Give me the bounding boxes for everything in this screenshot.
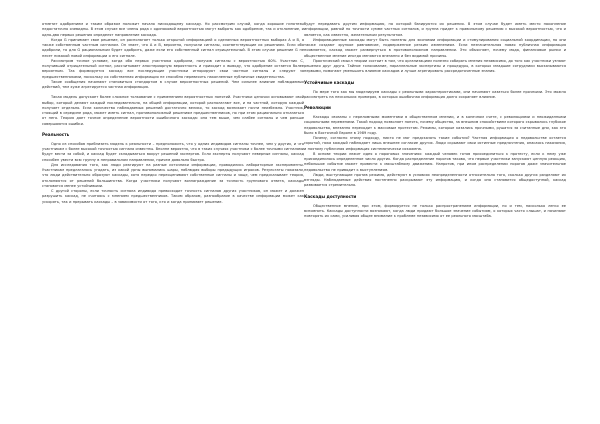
- realism-paragraph-2: Для исследования того, как люди реагируют на разные источники информации, проводились лабораторные эксперименты. Участникам предлагалось угадать, из какой урны вынимались шары, наблюдая выборы предыдущих игроков. Результаты показали, что люди действительно образуют каскады, хотя нередко переоценивают собственные сигналы и чаще, чем предсказывает теория, отклоняются от решений большинства. Когда участники получают вознаграждение за точность группового ответа, каскады становятся менее устойчивыми.: [42, 162, 304, 188]
- left-paragraph-2: Когда G принимает свое решение, он располагает только открытой информацией о сделанных вероятностных выборах A и B, а также собственным частным сигналом. Он знает, что A и B, вероятно, получили сигналы, соответствующие их решениям. Если оба одобрили, то для G рациональным будет одобрить, даже если его собственный сигнал отрицательный. В этом случае решение G не несет никакой новой информации о его сигнале.: [42, 37, 304, 58]
- right-paragraph-3: Практический смысл теории состоит в том, что организациям полезно собирать мнения независимо, до того как участники узнают решения друг друга. Тайное голосование, параллельные экспертизы и процедуры, в которых младшие сотрудники высказываются первыми, помогают уменьшить влияние каскадов и лучше агрегировать рассредоточенные знания.: [304, 58, 566, 74]
- availability-paragraph-1: Общественное мнение, при этом, формируется не только распространением информации, но и тем, насколько легко ее вспомнить. Каскады доступности возникают, когда люди придают большое значение событиям, о которых часто слышат, и начинают повторять их сами, усиливая общее внимание к проблеме независимо от ее реального масштаба.: [304, 203, 566, 218]
- revolutions-paragraph-1: Каскады связаны с переломными моментами в общественном мнении, и в конечном счете, с революциями и неожиданными социальными переменами. Такой подход позволяет понять, почему общество, за внешним спокойствием которого скрывалось глубокое недовольство, внезапно переходит к массовым протестам. Режимы, которые казались прочными, рушатся за считанные дни, как это было в Восточной Европе в 1989 году.: [304, 115, 566, 135]
- revolutions-paragraph-2: Почему, согласно этому подходу, никто не мог предсказать такие события? Частная информация о недовольстве остается скрытой, пока каждый наблюдает лишь внешнее согласие других. Люди скрывают свои истинные предпочтения, опасаясь наказания, и поэтому публичная информация систематически искажена.: [304, 136, 566, 151]
- section-heading-realism: Реальность: [42, 131, 70, 137]
- section-heading-stable-cascades: Устойчивые каскады: [304, 79, 355, 85]
- stable-cascades-paragraph-1: По мере того как мы моделируем каскады с реальными характеристиками, они начинают казаться более прочными. Это можно рассмотреть на нескольких примерах, в которых ошибочная информация долго сохраняет влияние.: [304, 89, 566, 99]
- revolutions-paragraph-3: В основе теории лежит идея о пороговых значениях: каждый человек готов присоединиться к протесту, если к нему уже присоединилось определенное число других. Когда распределение порогов таково, что первые участники запускают цепную реакцию, небольшое событие может привести к масштабному движению. Напротив, при ином распределении порогов даже значительное недовольство не приводит к выступлениям.: [304, 151, 566, 172]
- section-heading-revolutions: Революции: [304, 105, 331, 110]
- realism-paragraph-3: С другой стороны, если точность сигнала индивида превосходит точность сигналов других участников, он может и должен разрушить каскад, не считаясь с мнением предшественников. Таким образом, разнообразие в качестве информации может как ускорять, так и прерывать каскады – в зависимости от того, кто и когда принимает решение.: [42, 189, 304, 204]
- right-column: [304, 22, 566, 418]
- section-heading-availability-cascades: Каскады доступности: [304, 193, 357, 199]
- right-paragraph-1: будут передавать другим информацию, на которой базируются их решения. В этом случае будет иметь место накопление информации, равной по точности сумме частных сигналов, и группа придет к правильному решению с высокой вероятностью, что и является, как известно, желательным результатом.: [304, 22, 566, 37]
- left-paragraph-3: Рассмотрим точное условие, когда оба первых участника одобрили, получив сигналы с вероятностью 60%. Участник C, получивший отрицательный сигнал, рассчитывает апостериорную вероятность и приходит к выводу, что одобрение остается более вероятным. Так формируется каскад: все последующие участники игнорируют свои частные сигналы и следуют за предшественниками, поскольку их собственная информация не способна перевесить накопленные публичные свидетельства.: [42, 58, 304, 79]
- realism-paragraph-1: Одно из способов приблизить модель к реальности – предположить, что у одних индивидов сигналы точнее, чем у других, и что участникам с более высокой точностью сигнала известны. Вполне вероятно, что в таких случаях участники с более точными сигналами будут вести за собой, и каскад будет складываться вокруг решений экспертов. Если эксперты получают неверные сигналы, каскад способен увести всю группу в неправильном направлении, причем довольно быстро.: [42, 141, 304, 162]
- left-column: [42, 22, 304, 420]
- revolutions-paragraph-4: Люди, выступающие против режима, действуют в условиях неопределенности относительно того, сколько других разделяют их взгляды. Наблюдаемые действия постепенно раскрывают эту информацию, и когда она становится общедоступной, каскад развивается стремительно.: [304, 172, 566, 188]
- left-paragraph-4: Такие сообщения начинают становиться стандартом в случае вероятностных решений. Чем сильнее влияние наблюдаемых действий, тем хуже агрегируется частная информация.: [42, 79, 304, 89]
- right-paragraph-2: Информационные каскады могут быть полезны для экономии информации и стимулирования социальной координации, но они также создают хрупкое равновесие, подверженное резким изменениям. Если незначительная новая публичная информация появляется, каскад может развернуться в противоположном направлении. Это объясняет, почему мода, финансовые рынки и общественное мнение иногда меняются внезапно и без видимой причины.: [304, 37, 566, 58]
- left-paragraph-1: отметит одобрением и таким образом положит начало нисходящему каскаду. Но рассмотрим случай, когда хорошие гипотезы недостаточно очевидны. В этом случае все члены ряда с одинаковой вероятностью могут выбрать как одобрение, так и отклонение, и одно-два первых решения определят направление каскада.: [42, 22, 304, 37]
- left-paragraph-5: Такая модель допускает более сложное толкование с применением вероятностных понятий. Участники цепочки основывают свой выбор, который делают каждый последовательно, на общей информации, которой располагают все, и на частной, которую каждый получает отдельно. Если количество наблюдаемых решений достаточно велико, то каскад возникает почти неизбежно. Участник, стоящий в середине ряда, может иметь сигнал, противоположный решениям предшественников, но при этом рационально отказаться от него. Теория дает точное определение вероятности ошибочного каскада: она тем выше, чем слабее сигналы и чем раньше совершаются ошибки.: [42, 95, 304, 126]
